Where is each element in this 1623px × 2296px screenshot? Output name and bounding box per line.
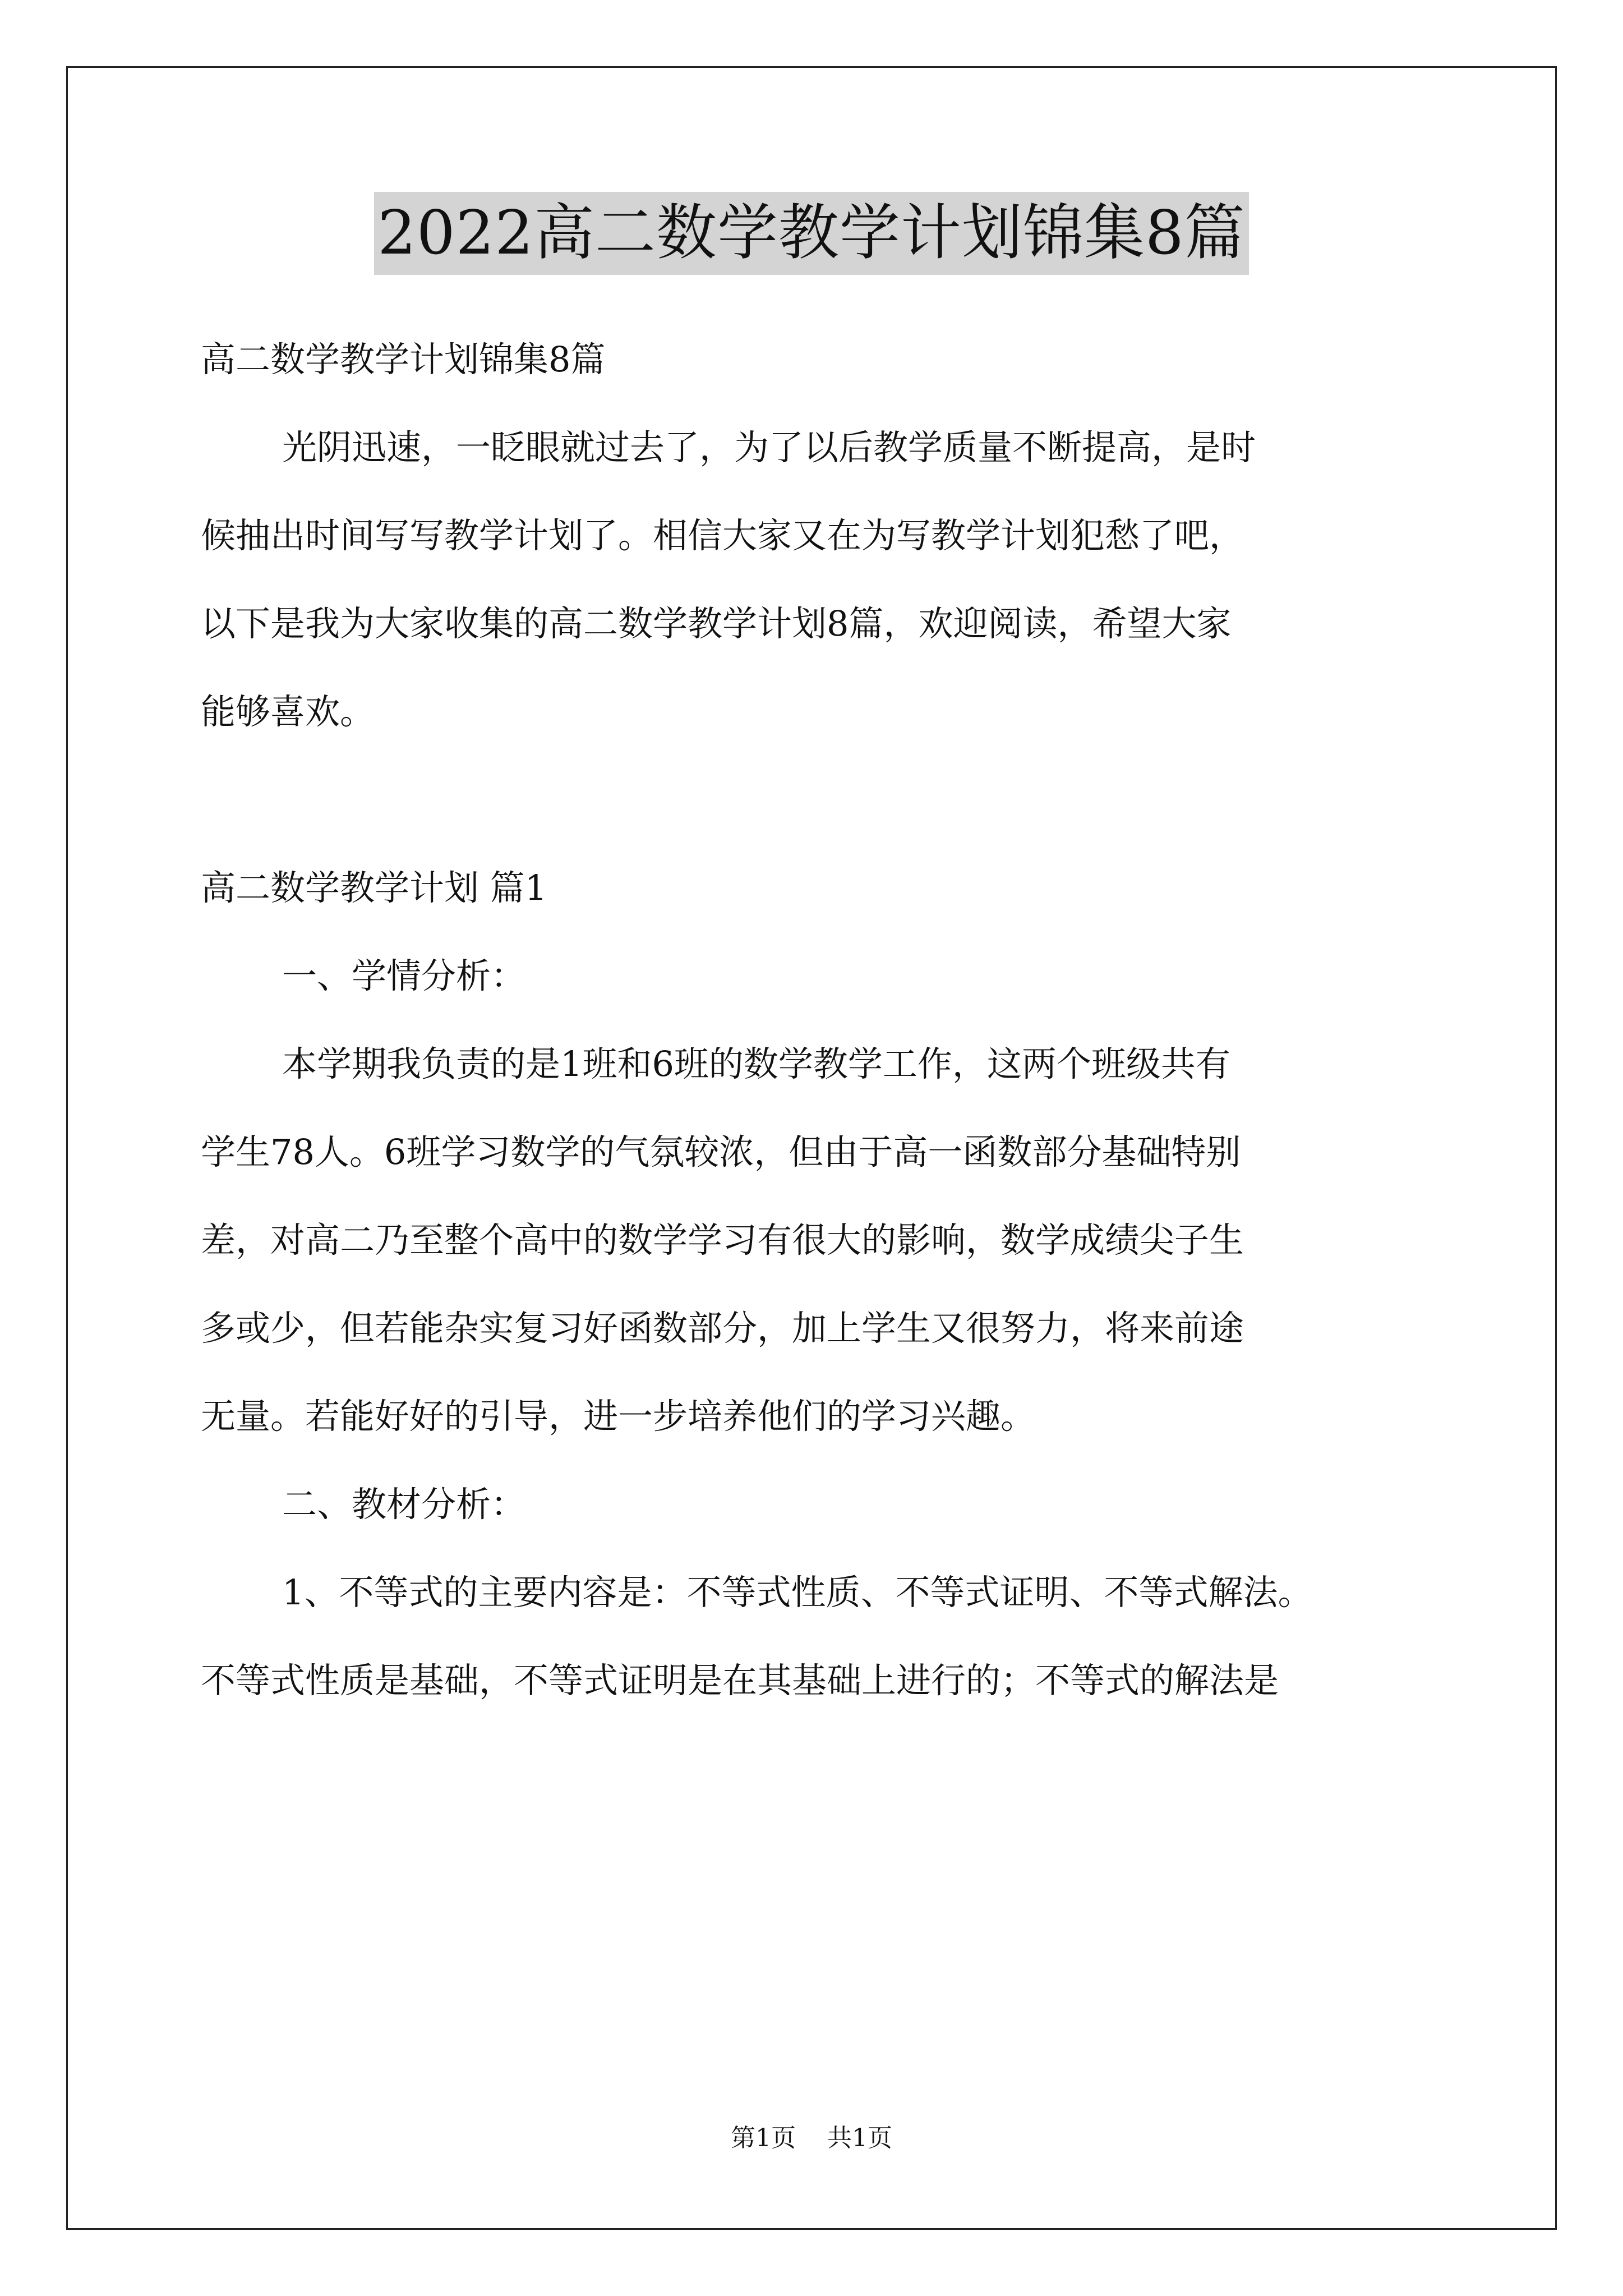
intro-line: 能够喜欢。 [201, 691, 375, 732]
document-subtitle: 高二数学教学计划锦集8篇 [201, 339, 606, 380]
paragraph-line: 学生78人。6班学习数学的气氛较浓，但由于高一函数部分基础特别 [201, 1131, 1241, 1172]
paragraph-line: 无量。若能好好的引导，进一步培养他们的学习兴趣。 [201, 1396, 1036, 1437]
intro-line: 以下是我为大家收集的高二数学教学计划8篇，欢迎阅读，希望大家 [201, 603, 1232, 644]
intro-line: 光阴迅速，一眨眼就过去了，为了以后教学质量不断提高，是时 [282, 427, 1256, 468]
heading-textbook-analysis: 二、教材分析： [282, 1484, 526, 1525]
page-number: 第1页 [731, 2124, 796, 2152]
page-footer [0, 2122, 1623, 2155]
section-heading: 高二数学教学计划 篇1 [201, 867, 547, 908]
title-container [0, 192, 1623, 275]
intro-line: 候抽出时间写写教学计划了。相信大家又在为写教学计划犯愁了吧， [201, 515, 1244, 556]
paragraph-line: 不等式性质是基础，不等式证明是在其基础上进行的；不等式的解法是 [201, 1660, 1279, 1701]
document-body [201, 315, 1429, 1724]
paragraph-line: 1、不等式的主要内容是：不等式性质、不等式证明、不等式解法。 [282, 1572, 1313, 1613]
page-total: 共1页 [827, 2124, 892, 2152]
paragraph-line: 多或少，但若能杂实复习好函数部分，加上学生又很努力，将来前途 [201, 1308, 1244, 1349]
document-title: 2022高二数学教学计划锦集8篇 [374, 192, 1249, 275]
paragraph-line: 差，对高二乃至整个高中的数学学习有很大的影响，数学成绩尖子生 [201, 1220, 1244, 1260]
heading-learning-analysis: 一、学情分析： [282, 955, 526, 996]
paragraph-line: 本学期我负责的是1班和6班的数学教学工作，这两个班级共有 [282, 1043, 1230, 1084]
